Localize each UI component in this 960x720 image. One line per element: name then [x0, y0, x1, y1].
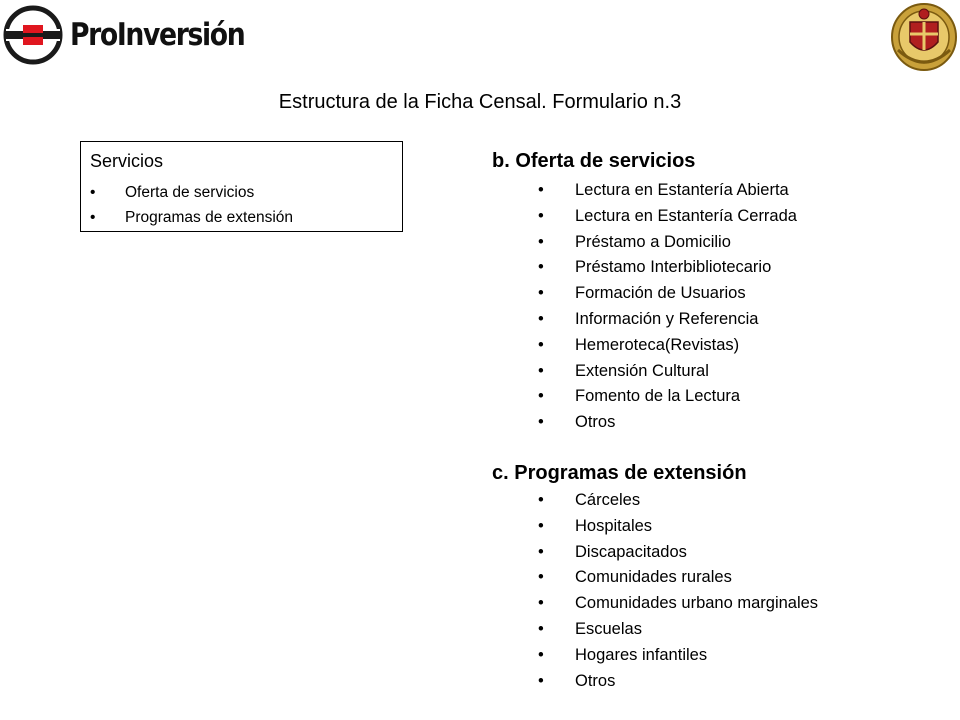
list-item: • Cárceles — [538, 488, 818, 514]
list-item: • Comunidades rurales — [538, 565, 818, 591]
list-item: • Hogares infantiles — [538, 643, 818, 669]
list-item: • Hospitales — [538, 514, 818, 540]
summary-box — [80, 141, 403, 232]
section-c-heading: c. Programas de extensión — [492, 462, 747, 484]
list-item: • Fomento de la Lectura — [538, 384, 797, 410]
list-item: • Oferta de servicios — [90, 180, 293, 205]
list-item: • Información y Referencia — [538, 307, 797, 333]
list-item: • Extensión Cultural — [538, 359, 797, 385]
summary-list — [90, 180, 293, 230]
proinversion-logo — [2, 4, 273, 66]
list-item: • Préstamo Interbibliotecario — [538, 255, 797, 281]
list-item: • Hemeroteca(Revistas) — [538, 333, 797, 359]
list-item: • Otros — [538, 410, 797, 436]
list-item: • Otros — [538, 669, 818, 695]
university-seal — [890, 0, 958, 77]
list-item: • Programas de extensión — [90, 205, 293, 230]
logo-text: ProInversión — [70, 16, 245, 53]
proinversion-logo-icon — [2, 4, 64, 66]
section-c-list — [538, 488, 818, 694]
section-b-heading: b. Oferta de servicios — [492, 150, 696, 172]
page-title: Estructura de la Ficha Censal. Formulario n.3 — [278, 91, 682, 113]
seal-icon — [890, 0, 958, 72]
list-item: • Escuelas — [538, 617, 818, 643]
list-item: • Formación de Usuarios — [538, 281, 797, 307]
list-item: • Comunidades urbano marginales — [538, 591, 818, 617]
list-item: • Lectura en Estantería Cerrada — [538, 204, 797, 230]
summary-heading: Servicios — [90, 151, 164, 171]
list-item: • Discapacitados — [538, 540, 818, 566]
section-b-list — [538, 178, 797, 436]
list-item: • Lectura en Estantería Abierta — [538, 178, 797, 204]
list-item: • Préstamo a Domicilio — [538, 230, 797, 256]
